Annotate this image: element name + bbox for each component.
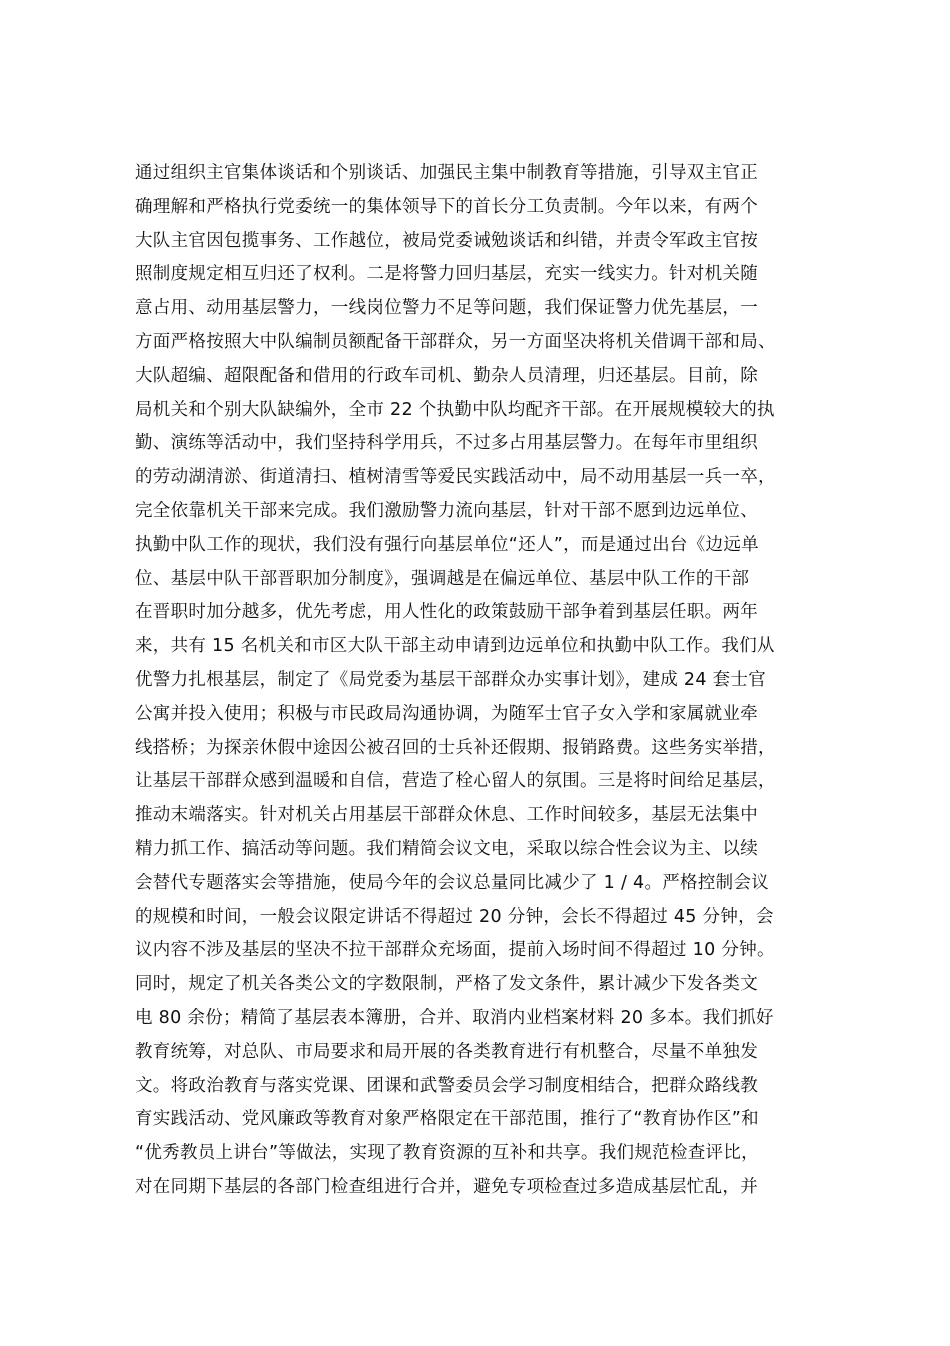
text-line: 育实践活动、党风廉政等教育对象严格限定在干部范围，推行了“教育协作区”和 xyxy=(135,1109,759,1130)
text-line: 推动末端落实。针对机关占用基层干部群众休息、工作时间较多，基层无法集中 xyxy=(135,805,758,826)
text-line: 在晋职时加分越多，优先考虑，用人性化的政策鼓励干部争着到基层任职。两年 xyxy=(135,602,758,623)
text-line: 大队超编、超限配备和借用的行政车司机、勤杂人员清理，归还基层。目前，除 xyxy=(135,365,758,386)
text-line: 确理解和严格执行党委统一的集体领导下的首长分工负责制。今年以来，有两个 xyxy=(135,196,758,217)
text-line: 执勤中队工作的现状，我们没有强行向基层单位“还人”，而是通过出台《边远单 xyxy=(135,534,759,555)
text-line: 位、基层中队干部晋职加分制度》，强调越是在偏远单位、基层中队工作的干部 xyxy=(135,568,750,589)
text-line: 优警力扎根基层，制定了《局党委为基层干部群众办实事计划》，建成 24 套士官 xyxy=(135,669,767,690)
text-line: 文。将政治教育与落实党课、团课和武警委员会学习制度相结合，把群众路线教 xyxy=(135,1075,758,1096)
text-line: 电 80 余份；精简了基层表本簿册，合并、取消内业档案材料 20 多本。我们抓好 xyxy=(135,1007,774,1028)
text-line: “优秀教员上讲台”等做法，实现了教育资源的互补和共享。我们规范检查评比， xyxy=(135,1143,759,1164)
text-line: 大队主官因包揽事务、工作越位，被局党委诫勉谈话和纠错，并责令军政主官按 xyxy=(135,230,758,251)
text-line: 让基层干部群众感到温暖和自信，营造了栓心留人的氛围。三是将时间给足基层， xyxy=(135,771,776,792)
text-line: 通过组织主官集体谈话和个别谈话、加强民主集中制教育等措施，引导双主官正 xyxy=(135,163,758,183)
text-line: 会替代专题落实会等措施，使局今年的会议总量同比减少了 1 / 4。严格控制会议 xyxy=(135,872,770,893)
text-line: 线搭桥；为探亲休假中途因公被召回的士兵补还假期、报销路费。这些务实举措， xyxy=(135,737,776,758)
body-text xyxy=(135,157,835,1205)
text-line: 照制度规定相互归还了权利。二是将警力回归基层，充实一线实力。针对机关随 xyxy=(135,264,758,285)
text-line: 同时，规定了机关各类公文的字数限制，严格了发文条件，累计减少下发各类文 xyxy=(135,974,758,995)
text-line: 精力抓工作、搞活动等问题。我们精简会议文电，采取以综合性会议为主、以续 xyxy=(135,838,758,859)
text-line: 议内容不涉及基层的坚决不拉干部群众充场面，提前入场时间不得超过 10 分钟。 xyxy=(135,940,775,961)
text-line: 方面严格按照大中队编制员额配备干部群众，另一方面坚决将机关借调干部和局、 xyxy=(135,331,776,352)
text-line: 公寓并投入使用；积极与市民政局沟通协调，为随军士官子女入学和家属就业牵 xyxy=(135,703,758,724)
text-line: 完全依靠机关干部来完成。我们激励警力流向基层，针对干部不愿到边远单位、 xyxy=(135,500,758,521)
text-line: 意占用、动用基层警力，一线岗位警力不足等问题，我们保证警力优先基层，一 xyxy=(135,298,758,319)
text-line: 教育统筹，对总队、市局要求和局开展的各类教育进行有机整合，尽量不单独发 xyxy=(135,1041,758,1062)
text-line: 局机关和个别大队缺编外，全市 22 个执勤中队均配齐干部。在开展规模较大的执 xyxy=(135,399,775,420)
text-line: 勤、演练等活动中，我们坚持科学用兵，不过多占用基层警力。在每年市里组织 xyxy=(135,433,758,454)
text-line: 对在同期下基层的各部门检查组进行合并，避免专项检查过多造成基层忙乱，并 xyxy=(135,1176,758,1197)
text-line: 来，共有 15 名机关和市区大队干部主动申请到边远单位和执勤中队工作。我们从 xyxy=(135,636,775,657)
text-line: 的规模和时间，一般会议限定讲话不得超过 20 分钟，会长不得超过 45 分钟，会 xyxy=(135,906,774,927)
text-line: 的劳动湖清淤、街道清扫、植树清雪等爱民实践活动中，局不动用基层一兵一卒， xyxy=(135,467,776,488)
